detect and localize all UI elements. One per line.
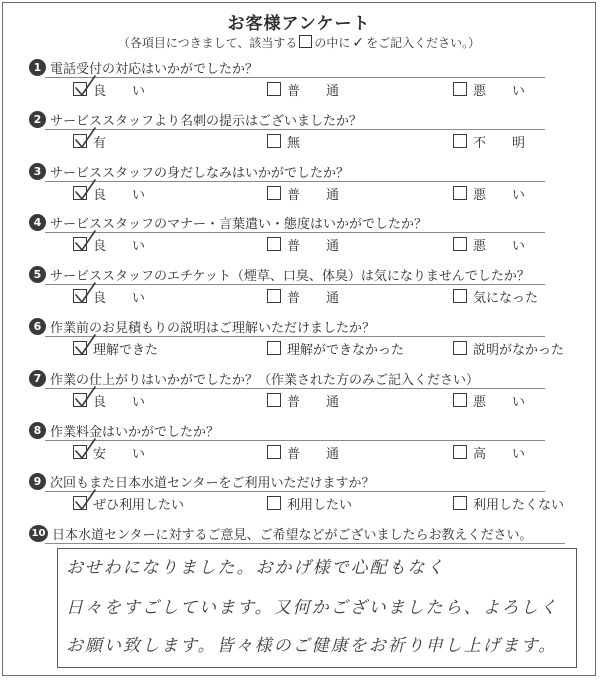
- option-label: 悪 い: [473, 238, 526, 254]
- option-label: 良 い: [93, 187, 146, 203]
- check-mark-icon: [73, 178, 97, 202]
- answer-option[interactable]: [267, 443, 339, 461]
- question-2-text: サービススタッフより名刺の提示はございましたか？: [50, 113, 363, 129]
- answer-option[interactable]: [453, 287, 538, 305]
- question-5: [29, 264, 585, 310]
- question-underline: [45, 388, 545, 389]
- answer-option[interactable]: [73, 443, 145, 461]
- option-label: 普 通: [287, 238, 340, 254]
- check-mark-icon: [73, 437, 97, 461]
- instruction-prefix: （各項目につきまして、該当する: [117, 36, 298, 50]
- question-7: [29, 368, 585, 414]
- option-label: 悪 い: [473, 187, 526, 203]
- comment-box[interactable]: [57, 548, 577, 668]
- check-mark-icon: [73, 229, 97, 253]
- checkbox-checked[interactable]: [73, 445, 87, 459]
- option-label: 気になった: [473, 290, 539, 306]
- question-underline: [45, 543, 565, 544]
- question-4: [29, 212, 585, 258]
- checkbox-checked[interactable]: [73, 237, 87, 251]
- answer-option[interactable]: [453, 235, 525, 253]
- question-5-text: サービススタッフのエチケット（煙草、口臭、体臭）は気になりませんでしたか？: [50, 268, 530, 284]
- question-6: [29, 316, 585, 362]
- question-number-badge: 5: [29, 266, 46, 283]
- option-label: 普 通: [287, 446, 340, 462]
- question-number-badge: 3: [29, 163, 46, 180]
- checkbox[interactable]: [267, 186, 281, 200]
- option-label: 高 い: [473, 446, 526, 462]
- question-number-badge: 10: [29, 525, 48, 542]
- question-3-text: サービススタッフの身だしなみはいかがでしたか？: [50, 165, 350, 181]
- question-9-text: 次回もまた日本水道センターをご利用いただけますか？: [50, 475, 375, 491]
- answer-option[interactable]: [453, 443, 525, 461]
- survey-form: [2, 2, 596, 676]
- question-underline: [45, 181, 545, 182]
- answer-option[interactable]: [73, 184, 145, 202]
- answer-option[interactable]: [453, 339, 564, 357]
- checkbox-sample-icon: [299, 35, 312, 48]
- checkbox-checked[interactable]: [73, 496, 87, 510]
- checkbox[interactable]: [267, 341, 281, 355]
- checkbox[interactable]: [453, 186, 467, 200]
- question-underline: [45, 491, 545, 492]
- handwritten-line-2: 日々をすごしています。又何かございましたら、よろしく: [66, 598, 559, 618]
- question-8: [29, 420, 585, 466]
- check-mark-icon: ✓: [352, 35, 365, 51]
- instruction-suffix: をご記入ください。）: [366, 36, 481, 50]
- option-label: 利用したい: [287, 497, 353, 513]
- check-mark-icon: [73, 74, 97, 98]
- checkbox[interactable]: [453, 393, 467, 407]
- question-8-text: 作業料金はいかがでしたか？: [50, 424, 220, 440]
- option-label: 普 通: [287, 187, 340, 203]
- answer-option[interactable]: [73, 391, 145, 409]
- handwritten-line-1: おせわになりました。おかげ様で心配もなく: [66, 558, 446, 578]
- question-number-badge: 8: [29, 422, 46, 439]
- answer-option[interactable]: [267, 132, 300, 150]
- option-label: 悪 い: [473, 83, 526, 99]
- question-number-badge: 7: [29, 370, 46, 387]
- option-label: 説明がなかった: [473, 342, 565, 358]
- checkbox-checked[interactable]: [73, 289, 87, 303]
- page-title: お客様アンケート: [227, 14, 371, 34]
- checkbox[interactable]: [453, 496, 467, 510]
- checkbox-checked[interactable]: [73, 134, 87, 148]
- answer-option[interactable]: [73, 339, 158, 357]
- answer-option[interactable]: [73, 80, 145, 98]
- checkbox[interactable]: [267, 237, 281, 251]
- question-underline: [45, 336, 545, 337]
- checkbox[interactable]: [453, 237, 467, 251]
- answer-option[interactable]: [267, 494, 352, 512]
- answer-option[interactable]: [73, 235, 145, 253]
- checkbox[interactable]: [453, 341, 467, 355]
- option-label: 理解ができなかった: [287, 342, 405, 358]
- check-mark-icon: [73, 488, 97, 512]
- checkbox[interactable]: [453, 445, 467, 459]
- answer-option[interactable]: [267, 287, 339, 305]
- instruction-text: [3, 34, 595, 51]
- option-label: 不 明: [473, 135, 526, 151]
- option-label: 利用したくない: [473, 497, 565, 513]
- question-9: [29, 471, 585, 517]
- checkbox-checked[interactable]: [73, 186, 87, 200]
- question-5-heading: [29, 264, 530, 284]
- question-1-text: 電話受付の対応はいかがでしたか？: [50, 61, 259, 77]
- question-underline: [45, 77, 545, 78]
- answer-option[interactable]: [453, 391, 525, 409]
- checkbox[interactable]: [453, 134, 467, 148]
- question-underline: [45, 129, 545, 130]
- question-10-heading: [29, 523, 532, 543]
- question-underline: [45, 232, 545, 233]
- check-mark-icon: [73, 333, 97, 357]
- option-label: 良 い: [93, 290, 146, 306]
- checkbox[interactable]: [453, 289, 467, 303]
- question-number-badge: 2: [29, 111, 46, 128]
- handwritten-line-3: お願い致します。皆々様のご健康をお祈り申し上げます。: [66, 636, 558, 656]
- option-label: 有: [93, 135, 107, 151]
- answer-option[interactable]: [267, 80, 339, 98]
- question-8-heading: [29, 420, 219, 440]
- option-label: 普 通: [287, 394, 340, 410]
- question-1-heading: [29, 57, 258, 77]
- checkbox[interactable]: [267, 289, 281, 303]
- checkbox[interactable]: [453, 82, 467, 96]
- option-label: 良 い: [93, 394, 146, 410]
- check-mark-icon: [73, 281, 97, 305]
- option-label: 普 通: [287, 83, 340, 99]
- question-4-text: サービススタッフのマナー・言葉遣い・態度はいかがでしたか？: [50, 216, 428, 232]
- option-label: 普 通: [287, 290, 340, 306]
- option-label: 無: [287, 135, 301, 151]
- checkbox[interactable]: [267, 82, 281, 96]
- answer-option[interactable]: [267, 235, 339, 253]
- check-mark-icon: [73, 385, 97, 409]
- question-underline: [45, 440, 545, 441]
- checkbox[interactable]: [267, 445, 281, 459]
- option-label: 理解できた: [93, 342, 159, 358]
- option-label: 良 い: [93, 238, 146, 254]
- answer-option[interactable]: [453, 132, 525, 150]
- checkbox-checked[interactable]: [73, 393, 87, 407]
- question-3: [29, 161, 585, 207]
- instruction-middle: の中に: [314, 36, 351, 50]
- question-underline: [45, 284, 545, 285]
- checkbox[interactable]: [267, 496, 281, 510]
- answer-option[interactable]: [73, 494, 184, 512]
- question-7-text: 作業の仕上がりはいかがでしたか？（作業された方のみご記入ください）: [50, 372, 480, 388]
- option-label: 安 い: [93, 446, 146, 462]
- answer-option[interactable]: [267, 391, 339, 409]
- answer-option[interactable]: [73, 132, 106, 150]
- question-number-badge: 4: [29, 214, 46, 231]
- option-label: 悪 い: [473, 394, 526, 410]
- answer-option[interactable]: [73, 287, 145, 305]
- question-1: [29, 57, 585, 103]
- answer-option[interactable]: [267, 339, 404, 357]
- answer-option[interactable]: [453, 494, 564, 512]
- option-label: ぜひ利用したい: [93, 497, 185, 513]
- question-number-badge: 6: [29, 318, 46, 335]
- question-number-badge: 1: [29, 59, 46, 76]
- checkbox[interactable]: [267, 393, 281, 407]
- answer-option[interactable]: [267, 184, 339, 202]
- option-label: 良 い: [93, 83, 146, 99]
- question-10-text: 日本水道センターに対するご意見、ご希望などがございましたらお教えください。: [52, 527, 533, 543]
- check-mark-icon: [73, 126, 97, 150]
- answer-option[interactable]: [453, 80, 525, 98]
- checkbox-checked[interactable]: [73, 341, 87, 355]
- checkbox-checked[interactable]: [73, 82, 87, 96]
- question-number-badge: 9: [29, 473, 46, 490]
- question-2: [29, 109, 585, 155]
- checkbox[interactable]: [267, 134, 281, 148]
- question-6-text: 作業前のお見積もりの説明はご理解いただけましたか？: [50, 320, 376, 336]
- answer-option[interactable]: [453, 184, 525, 202]
